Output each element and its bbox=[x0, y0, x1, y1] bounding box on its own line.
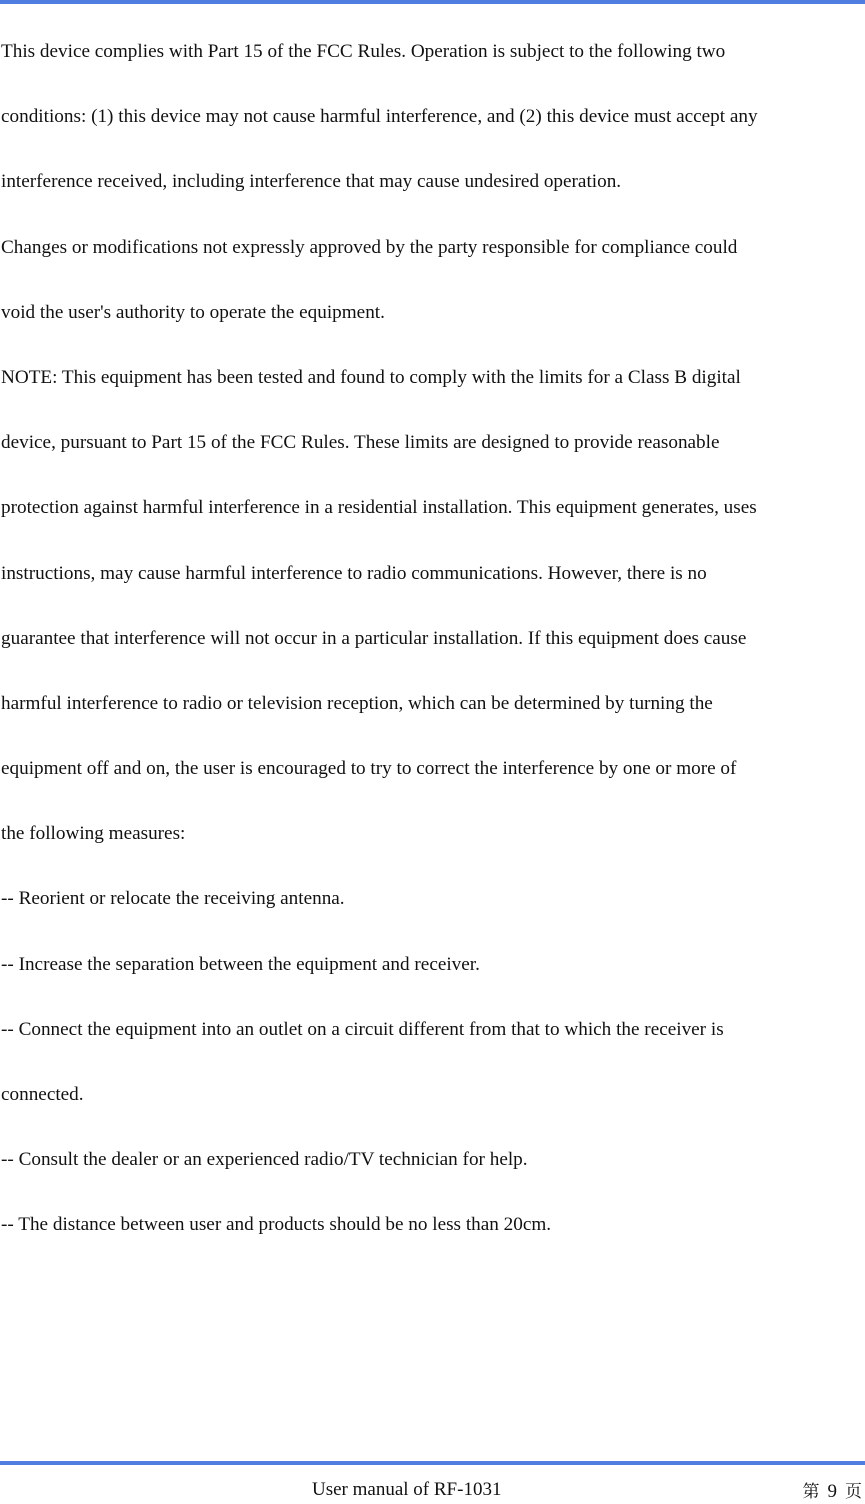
list-item: -- Increase the separation between the equipment and receiver. bbox=[1, 953, 480, 975]
body-line: void the user's authority to operate the equipment. bbox=[1, 301, 385, 323]
body-line: protection against harmful interference in a residential installation. This equipment generates, uses bbox=[1, 497, 757, 519]
body-line: device, pursuant to Part 15 of the FCC Rules. These limits are designed to provide reasonable bbox=[1, 432, 720, 454]
body-line: NOTE: This equipment has been tested and found to comply with the limits for a Class B digital bbox=[1, 366, 741, 388]
body-line: harmful interference to radio or television reception, which can be determined by turning the bbox=[1, 692, 713, 714]
list-item: -- The distance between user and products should be no less than 20cm. bbox=[1, 1214, 552, 1236]
list-item: connected. bbox=[1, 1084, 84, 1105]
body-line: interference received, including interference that may cause undesired operation. bbox=[1, 171, 622, 193]
body-line: equipment off and on, the user is encouraged to try to correct the interference by one or more of bbox=[1, 758, 737, 780]
body-line: conditions: (1) this device may not cause harmful interference, and (2) this device must accept any bbox=[1, 106, 758, 128]
list-item: -- Reorient or relocate the receiving antenna. bbox=[1, 888, 345, 910]
body-line: Changes or modifications not expressly approved by the party responsible for compliance could bbox=[1, 236, 738, 258]
footer-title: User manual of RF-1031 bbox=[312, 1479, 502, 1500]
body-line: guarantee that interference will not occur in a particular installation. If this equipment does cause bbox=[1, 627, 747, 649]
page-suffix: 页 bbox=[845, 1482, 862, 1502]
page-prefix: 第 bbox=[802, 1482, 820, 1502]
body-line: This device complies with Part 15 of the FCC Rules. Operation is subject to the following two bbox=[1, 41, 726, 62]
header-rule bbox=[0, 0, 865, 4]
body-line: the following measures: bbox=[1, 823, 186, 845]
document-body bbox=[1, 19, 864, 1258]
page-number-value: 9 bbox=[827, 1481, 837, 1502]
footer-rule bbox=[0, 1461, 865, 1465]
body-line: instructions, may cause harmful interference to radio communications. However, there is no bbox=[1, 562, 707, 584]
list-item: -- Consult the dealer or an experienced radio/TV technician for help. bbox=[1, 1149, 528, 1171]
page-number bbox=[803, 1480, 863, 1504]
list-item: -- Connect the equipment into an outlet on a circuit different from that to which the receiver is bbox=[1, 1018, 724, 1040]
